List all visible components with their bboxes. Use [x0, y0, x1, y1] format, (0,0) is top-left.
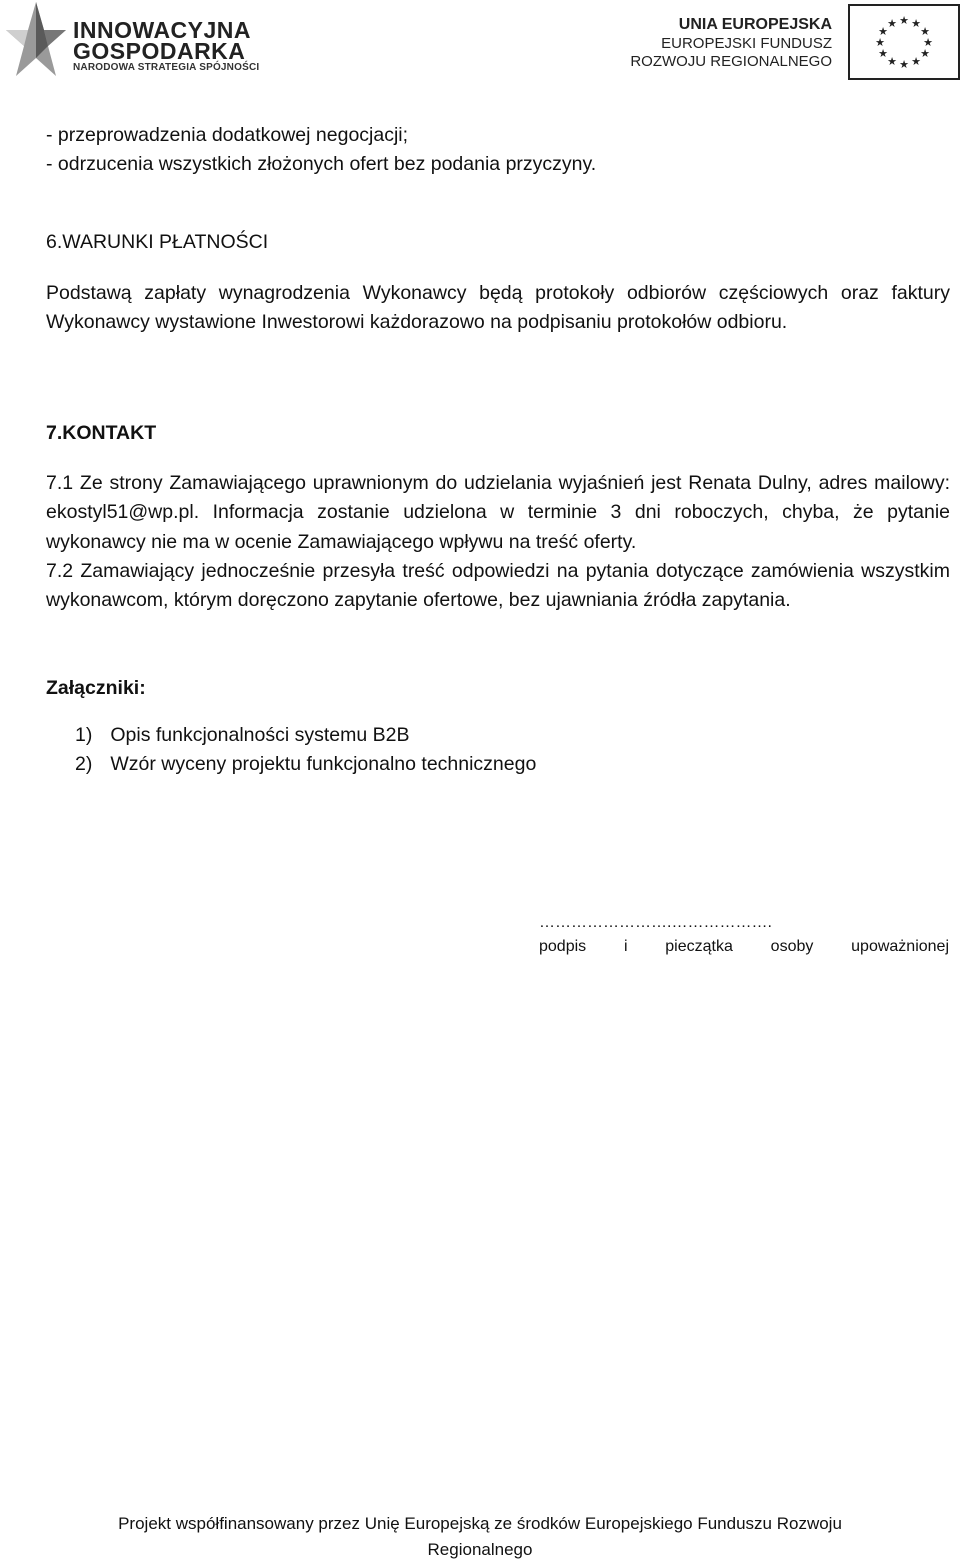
attachment-text: Opis funkcjonalności systemu B2B [110, 724, 410, 746]
svg-text:★: ★ [887, 55, 897, 68]
svg-text:★: ★ [878, 47, 888, 60]
attachment-item-1 [75, 721, 935, 750]
bullet-rejection: - odrzucenia wszystkich złożonych ofert bez podania przyczyny. [46, 153, 597, 175]
svg-text:★: ★ [899, 14, 909, 27]
eu-logo-line-3: ROZWOJU REGIONALNEGO [630, 53, 832, 70]
eu-logo [630, 4, 960, 82]
section-6-title: 6.WARUNKI PŁATNOŚCI [46, 231, 269, 253]
svg-text:★: ★ [878, 25, 888, 38]
attachment-text: Wzór wyceny projektu funkcjonalno technicznego [110, 753, 537, 775]
eu-stars-icon [850, 6, 958, 78]
eu-flag-icon [848, 4, 960, 80]
svg-text:★: ★ [911, 17, 921, 30]
bullet-negotiation: - przeprowadzenia dodatkowej negocjacji; [46, 124, 409, 146]
svg-text:★: ★ [920, 47, 930, 60]
logo-line-2: GOSPODARKA [73, 38, 246, 64]
attachment-number: 1) [75, 724, 93, 746]
signature-label: podpis i pieczątka osoby upoważnionej [539, 938, 949, 955]
signature-dots: …………………….………………. [539, 914, 772, 931]
logo-line-3: NARODOWA STRATEGIA SPÓJNOŚCI [73, 62, 260, 73]
footer-line-2: Regionalnego [427, 1540, 533, 1559]
attachment-number: 2) [75, 753, 93, 775]
svg-text:★: ★ [920, 25, 930, 38]
eu-logo-line-2: EUROPEJSKI FUNDUSZ [661, 35, 832, 52]
eu-logo-line-1: UNIA EUROPEJSKA [678, 16, 832, 33]
svg-text:★: ★ [887, 17, 897, 30]
attachments-title: Załączniki: [46, 677, 146, 699]
svg-text:★: ★ [899, 58, 909, 71]
section-7-title: 7.KONTAKT [46, 422, 157, 444]
innowacyjna-gospodarka-logo [4, 0, 264, 82]
svg-text:★: ★ [911, 55, 921, 68]
svg-text:★: ★ [875, 36, 885, 49]
section-7-2: 7.2 Zamawiający jednocześnie przesyła treść odpowiedzi na pytania dotyczące zamówienia wszystkim wykonawcom, którym doręczono zapytanie ofertowe, bez ujawniania źródła zapytania. [46, 560, 950, 612]
star-logo-icon [4, 0, 68, 82]
footer-line-1: Projekt współfinansowany przez Unię Europejską ze środków Europejskiego Funduszu Rozwoju [118, 1514, 842, 1533]
section-7-1: 7.1 Ze strony Zamawiającego uprawnionym do udzielania wyjaśnień jest Renata Dulny, adres mailowy: ekostyl51@wp.pl. Informacja zostanie udzielona w terminie 3 dni roboczych, chyba, że pytanie wykonawcy nie ma w ocenie Zamawiającego wpływu na treść oferty. [46, 472, 950, 553]
svg-text:★: ★ [923, 36, 933, 49]
section-6-body: Podstawą zapłaty wynagrodzenia Wykonawcy będą protokoły odbiorów częściowych oraz faktury Wykonawcy wystawione Inwestorowi każdorazowo na podpisaniu protokołów odbioru. [46, 282, 950, 334]
logo-line-1: INNOWACYJNA [73, 17, 252, 43]
attachment-item-2 [75, 750, 935, 779]
